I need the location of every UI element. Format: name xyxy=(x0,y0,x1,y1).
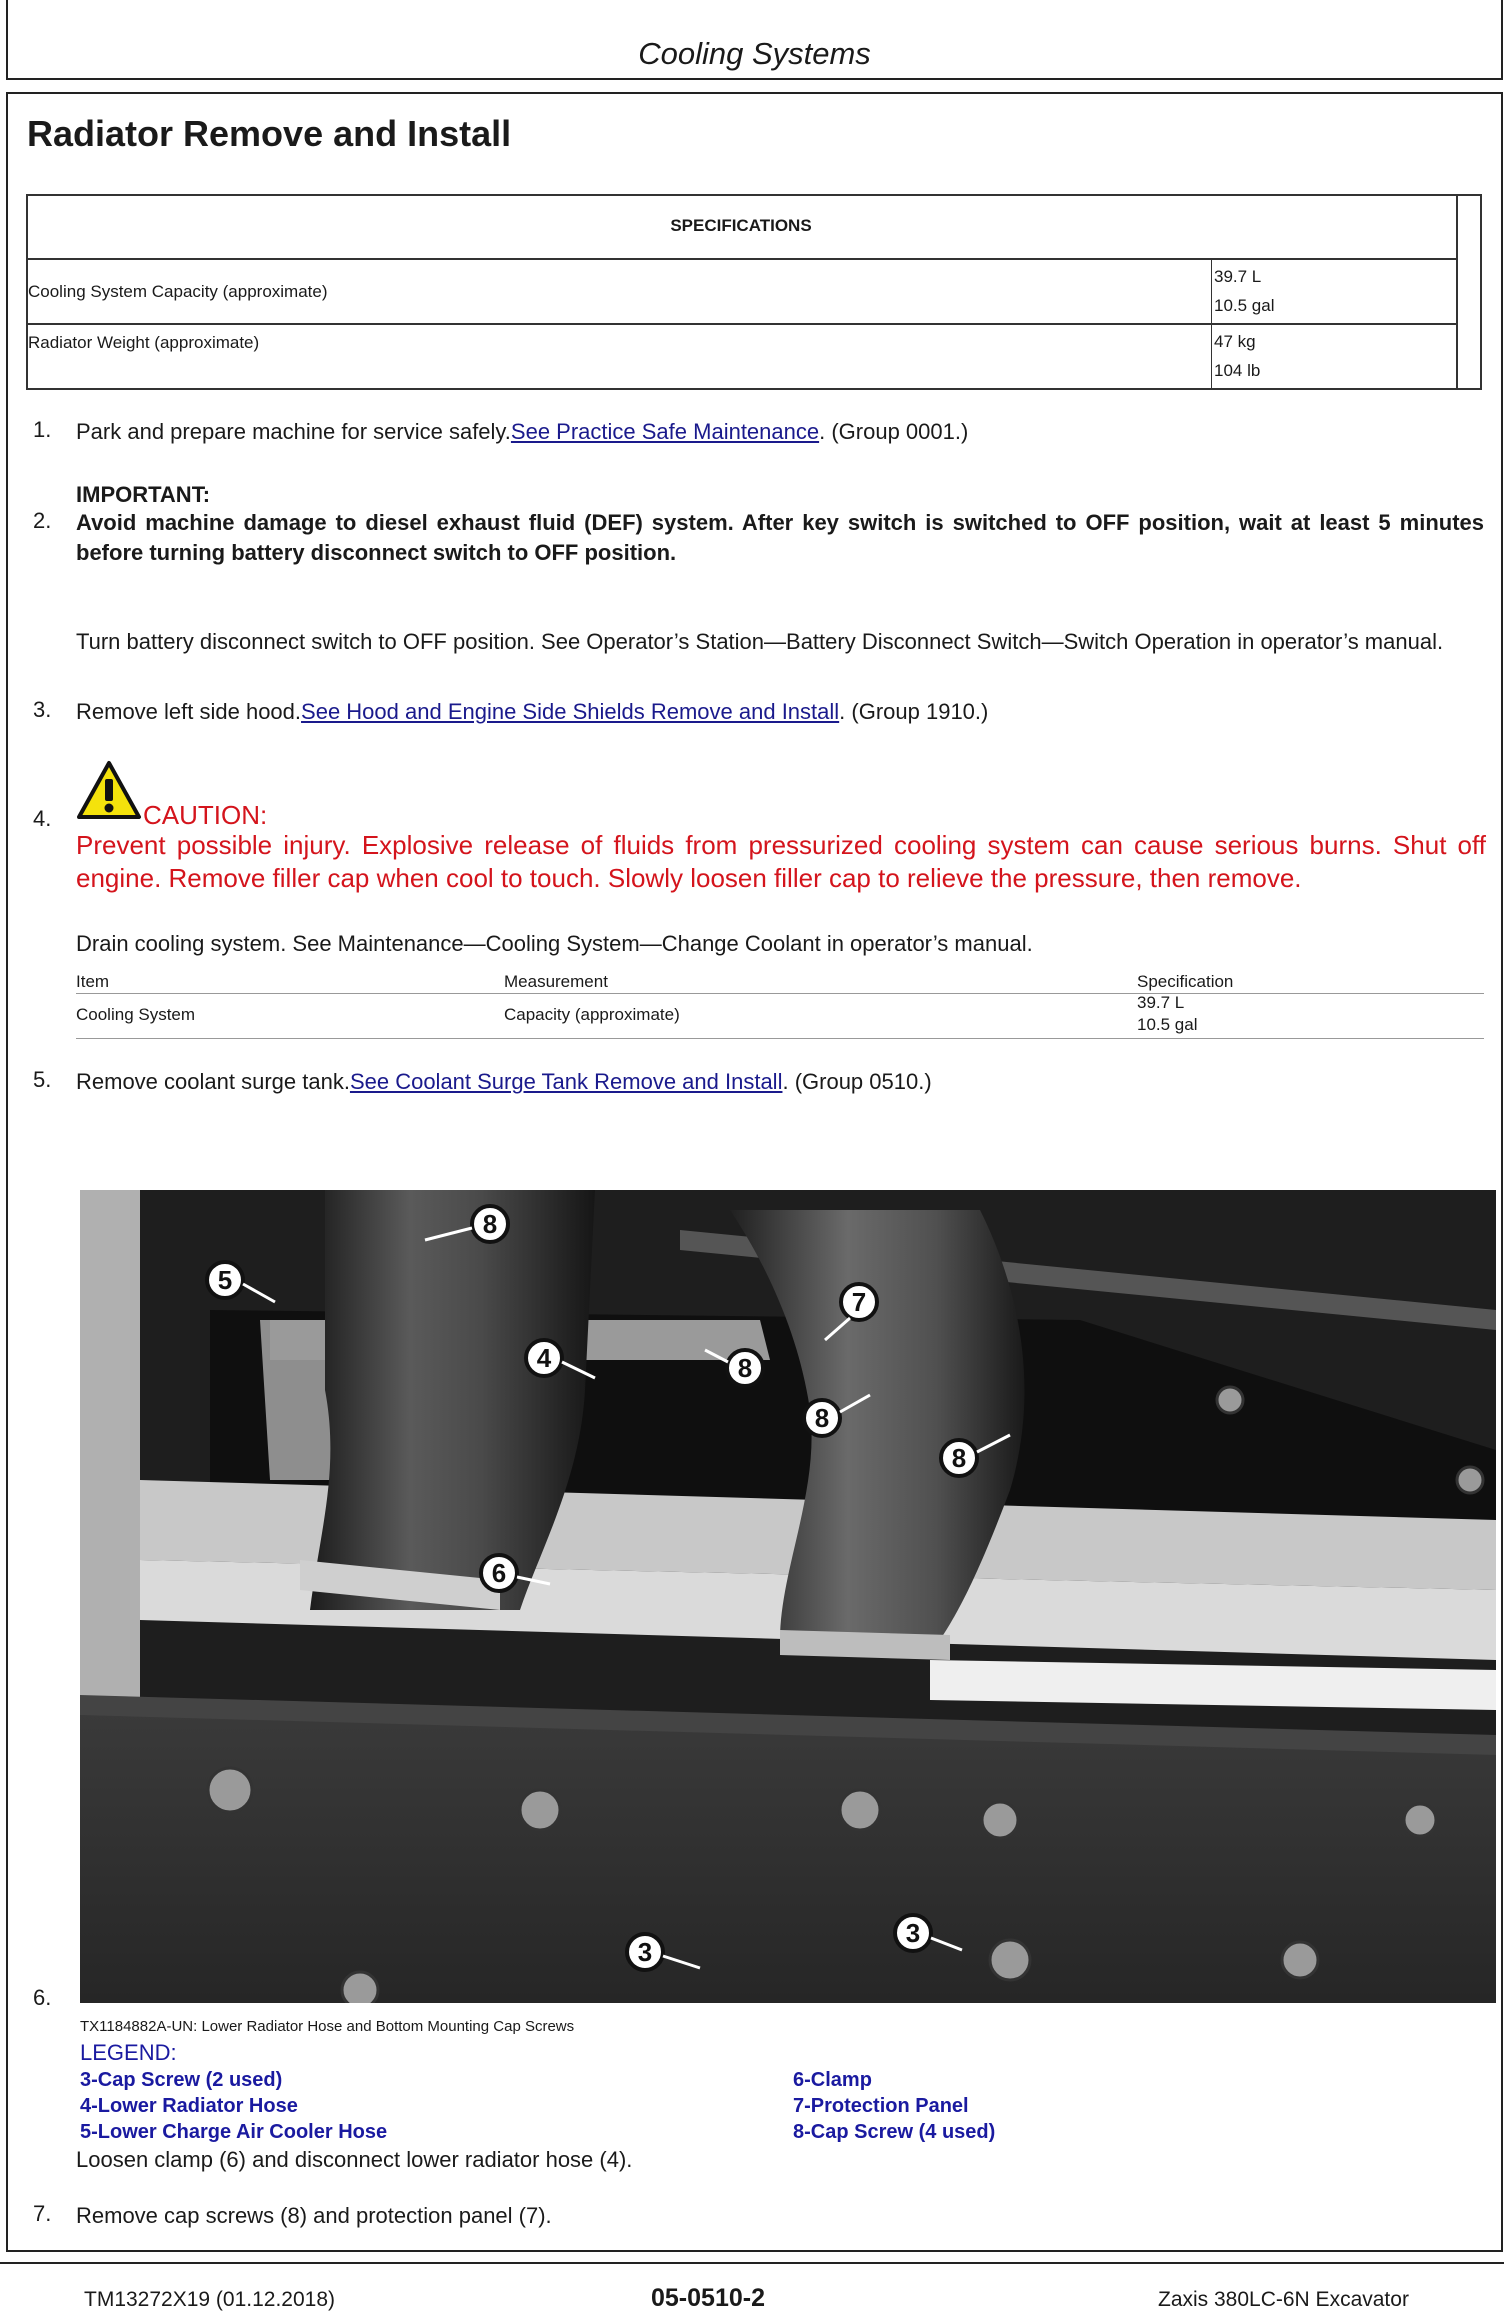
page-title: Radiator Remove and Install xyxy=(27,113,512,154)
step-number: 3. xyxy=(33,697,52,722)
legend-item: 7-Protection Panel xyxy=(793,2095,969,2117)
table-cell: 10.5 gal xyxy=(1137,1015,1198,1034)
photo-callout: 6 xyxy=(491,1558,507,1588)
step-number: 7. xyxy=(33,2201,52,2226)
footer-document-id: TM13272X19 (01.12.2018) xyxy=(84,2288,336,2311)
step-6-text: Loosen clamp (6) and disconnect lower radiator hose (4). xyxy=(76,2147,633,2172)
header-title: Cooling Systems xyxy=(638,36,871,71)
legend-item: 6-Clamp xyxy=(793,2069,872,2091)
legend-item: 5-Lower Charge Air Cooler Hose xyxy=(80,2121,388,2143)
photo-callout: 8 xyxy=(737,1353,753,1383)
photo-callout: 3 xyxy=(637,1937,653,1967)
figure-caption: TX1184882A-UN: Lower Radiator Hose and Bottom Mounting Cap Screws xyxy=(80,2018,575,2035)
spec-row-value: 39.7 L xyxy=(1214,267,1262,286)
step-number: 5. xyxy=(33,1067,52,1092)
legend-item: 8-Cap Screw (4 used) xyxy=(793,2121,996,2143)
practice-safe-maintenance-link[interactable]: See Practice Safe Maintenance xyxy=(510,419,820,444)
step-3-text: Remove left side hood.See Hood and Engine Side Shields Remove and Install. (Group 1910.) xyxy=(76,699,989,724)
coolant-surge-tank-link[interactable]: See Coolant Surge Tank Remove and Install xyxy=(349,1069,783,1094)
spec-row-value: 10.5 gal xyxy=(1214,296,1275,315)
spec-row-label: Cooling System Capacity (approximate) xyxy=(28,282,328,301)
table-header: Specification xyxy=(1137,972,1234,991)
table-cell: Capacity (approximate) xyxy=(504,1005,680,1024)
spec-row-label: Radiator Weight (approximate) xyxy=(28,333,260,352)
photo-callout: 8 xyxy=(951,1443,967,1473)
legend-item: 4-Lower Radiator Hose xyxy=(80,2095,298,2117)
spec-row-value: 104 lb xyxy=(1214,361,1261,380)
radiator-hose-photo xyxy=(80,1190,1496,2003)
photo-callout: 3 xyxy=(905,1918,921,1948)
spec-row-value: 47 kg xyxy=(1214,332,1256,351)
footer-machine-model: Zaxis 380LC-6N Excavator xyxy=(1158,2288,1409,2311)
table-cell: Cooling System xyxy=(76,1005,196,1024)
step-number: 1. xyxy=(33,417,52,442)
footer-divider xyxy=(0,2262,1504,2264)
table-header: Measurement xyxy=(504,972,608,991)
legend-title: LEGEND: xyxy=(80,2040,177,2065)
step-2-text: Turn battery disconnect switch to OFF position. See Operator’s Station—Battery Disconnect Switch—Switch Operation in operator’s manual. xyxy=(76,629,1444,654)
important-text: Avoid machine damage to diesel exhaust fluid (DEF) system. After key switch is switched to OFF position, wait at least 5 minutes before turning battery disconnect switch to OFF position. xyxy=(76,510,1484,565)
caution-label: CAUTION: xyxy=(143,800,268,830)
photo-callout: 7 xyxy=(851,1287,867,1317)
specifications-table xyxy=(26,194,1482,390)
table-header: Item xyxy=(76,972,110,991)
photo-callout: 8 xyxy=(814,1403,830,1433)
photo-callout: 5 xyxy=(217,1265,233,1295)
coolant-spec-table xyxy=(76,970,1484,1044)
important-label: IMPORTANT: xyxy=(76,482,211,507)
header-frame xyxy=(6,0,1503,80)
photo-callout: 4 xyxy=(536,1343,552,1373)
legend-item: 3-Cap Screw (2 used) xyxy=(80,2069,283,2091)
photo-callout: 8 xyxy=(482,1209,498,1239)
table-cell: 39.7 L xyxy=(1137,993,1185,1012)
hood-side-shields-link[interactable]: See Hood and Engine Side Shields Remove and Install xyxy=(301,699,840,724)
step-number: 4. xyxy=(33,806,52,831)
step-number: 2. xyxy=(33,508,52,533)
warning-triangle-icon xyxy=(76,760,142,820)
step-1-text: Park and prepare machine for service safely.See Practice Safe Maintenance. (Group 0001.) xyxy=(76,419,969,444)
step-4-text: Drain cooling system. See Maintenance—Cooling System—Change Coolant in operator’s manual. xyxy=(76,931,1033,956)
step-7-text: Remove cap screws (8) and protection panel (7). xyxy=(76,2203,552,2228)
footer-page-number: 05-0510-2 xyxy=(651,2284,765,2312)
specifications-heading: SPECIFICATIONS xyxy=(670,216,812,235)
step-5-text: Remove coolant surge tank.See Coolant Surge Tank Remove and Install. (Group 0510.) xyxy=(76,1069,932,1094)
step-number: 6. xyxy=(33,1985,52,2010)
caution-text: Prevent possible injury. Explosive release of fluids from pressurized cooling system can cause serious burns. Shut off engine. Remove filler cap when cool to touch. Slowly loosen filler cap to relieve the pressure, then remove. xyxy=(76,830,1486,893)
